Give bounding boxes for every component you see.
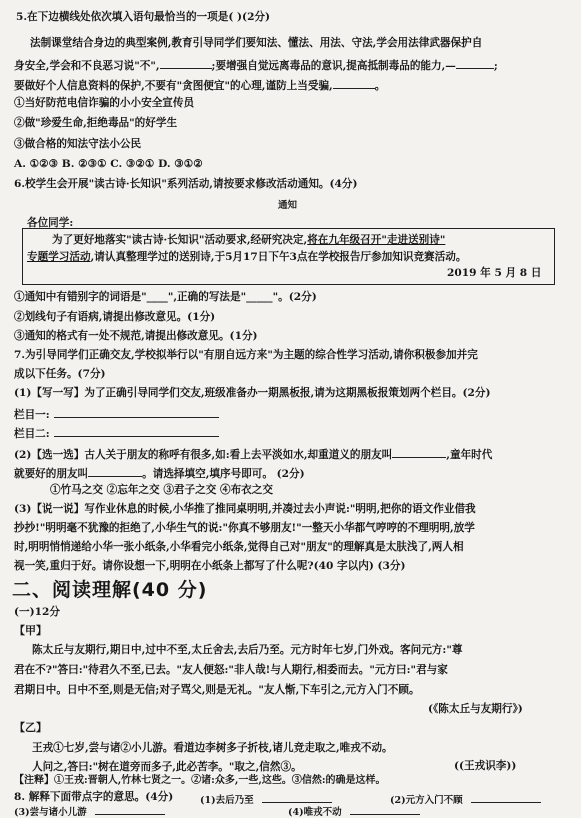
q7-part2-options: ①竹马之交 ②忘年之交 ③君子之交 ④布衣之交 (50, 484, 273, 496)
notice-greeting: 各位同学: (27, 217, 74, 229)
q5-option-3: ③做合格的知法守法小公民 (14, 138, 142, 150)
q5-title: 5.在下边横线处依次填入语句最恰当的一项是( )(2分) (16, 11, 271, 23)
notice-underlined-sentence: 将在九年级召开"走进送别诗" (307, 234, 446, 246)
q8-item-4: (4)唯戎不动 (288, 803, 420, 818)
q8-title: 8. 解释下面带点字的意思。(4分) (14, 791, 174, 803)
q8-answer-4[interactable] (350, 803, 420, 815)
q7-column-1: 栏目一: (14, 406, 219, 422)
q8-answer-1[interactable] (262, 791, 332, 803)
q8-item-2: (2)元方入门不顾 (390, 791, 541, 806)
passage-jia-line2: 君在不?"答曰:"待君久不至,已去。"友人便怒:"非人哉!与人期行,相委而去。"元方曰:"君与家 (14, 664, 448, 676)
q7-part1: (1)【写一写】为了正确引导同学们交友,班级准备办一期黑板报,请为这期黑板报策划两个栏目。(2分) (14, 387, 491, 399)
friend-term-blank-2[interactable] (88, 465, 142, 477)
q7-intro-line2: 成以下任务。(7分) (14, 368, 106, 380)
q7-part3-line2: 抄抄!"明明毫不犹豫的拒绝了,小华生气的说:"你真不够朋友!"一整天小华都气哼哼的不理明明,放学 (14, 522, 475, 534)
q6-title: 6.校学生会开展"读古诗·长知识"系列活动,请按要求修改活动通知。(4分) (14, 178, 358, 190)
passage-yi-label: 【乙】 (14, 721, 47, 734)
friend-term-blank-1[interactable] (392, 446, 446, 458)
q5-blank-3[interactable] (333, 77, 375, 89)
q5-passage-line1: 法制课堂结合身边的典型案例,教育引导同学们要知法、懂法、用法、守法,学会用法律武器保护自 (30, 37, 483, 49)
passage-yi-source: ((王戎识李)) (454, 760, 517, 772)
q5-passage-line3: 要做好个人信息资料的保护,不要有"贪图便宜"的心理,谨防上当受骗, 。 (14, 77, 385, 93)
annotation-notes: 【注释】①王戎:晋朝人,竹林七贤之一。②诸:众多,一些,这些。③信然:的确是这样。 (14, 775, 386, 786)
q6-subquestion-2: ②划线句子有语病,请提出修改意见。(1分) (14, 311, 216, 323)
passage-jia-label: 【甲】 (14, 624, 47, 637)
passage-jia-line3: 君期日中。日中不至,则是无信;对子骂父,则是无礼。"友人惭,下车引之,元方入门不顾。 (14, 684, 420, 696)
notice-date: 2019 年 5 月 8 日 (447, 267, 542, 279)
q7-part3-line1: (3)【说一说】写作业休息的时候,小华推了推同桌明明,并凑过去小声说:"明明,把你的语文作业借我 (14, 503, 476, 515)
q5-blank-1[interactable] (160, 57, 212, 69)
column-1-blank[interactable] (54, 406, 219, 418)
q5-option-2: ②做"珍爱生命,拒绝毒品"的好学生 (14, 117, 178, 129)
part-one-label: (一)12分 (14, 606, 60, 618)
q8-item-3: (3)尝与诸小儿游 (14, 803, 165, 818)
q7-part2-line2: 就要好的朋友叫 。请选择填空,填序号即可。 (2分) (14, 465, 305, 481)
passage-jia-source: (《陈太丘与友期行》) (428, 703, 523, 715)
section-heading: 二、阅读理解(40 分) (12, 579, 208, 601)
q7-intro-line1: 7.为引导同学们正确交友,学校拟举行以"有朋自远方来"为主题的综合性学习活动,请你积极参加并完 (14, 349, 478, 361)
q8-answer-3[interactable] (95, 803, 165, 815)
q6-subquestion-1: ①通知中有错别字的词语是"____",正确的写法是"_____"。(2分) (14, 291, 317, 303)
q5-passage-line2: 身安全,学会和不良恶习说"不", ;要增强自觉远离毒品的意识,提高抵制毒品的能力,— ; (14, 57, 498, 73)
notice-body-line1: 为了更好地落实"读古诗·长知识"活动要求,经研究决定,将在九年级召开"走进送别诗" (52, 234, 446, 246)
q7-part3-line4: 视一笑,重归于好。请你设想一下,明明在小纸条上都写了什么呢?(40 字以内) (3分) (14, 560, 406, 572)
notice-heading: 通知 (278, 200, 298, 211)
q5-choices: A. ①②③ B. ②③① C. ③②① D. ③①② (14, 158, 203, 170)
q7-column-2: 栏目二: (14, 425, 219, 441)
q5-option-1: ①当好防范电信诈骗的小小安全宣传员 (14, 97, 195, 109)
passage-yi-line1: 王戎①七岁,尝与诸②小儿游。看道边李树多子折枝,诸儿竞走取之,唯戎不动。 (32, 742, 393, 754)
q8-item-1: (1)去后乃至 (200, 791, 332, 806)
q7-part2-line1: (2)【选一选】古人关于朋友的称呼有很多,如:看上去平淡如水,却重道义的朋友叫 ,童年时代 (14, 446, 492, 462)
notice-body-line2: 专题学习活动,请认真整理学过的送别诗,于5月17日下午3点在学校报告厅参加知识竞赛活动。 (27, 251, 467, 263)
passage-jia-line1: 陈太丘与友期行,期日中,过中不至,太丘舍去,去后乃至。元方时年七岁,门外戏。客问元方:"尊 (32, 644, 463, 656)
q7-part3-line3: 时,明明悄悄递给小华一张小纸条,小华看完小纸条,觉得自己对"朋友"的理解真是太肤浅了,两人相 (14, 541, 464, 553)
passage-yi-line2: 人问之,答曰:"树在道旁而多子,此必苦李。"取之,信然③。 (32, 761, 302, 773)
q8-answer-2[interactable] (471, 791, 541, 803)
q6-subquestion-3: ③通知的格式有一处不规范,请提出修改意见。(1分) (14, 330, 258, 342)
q5-blank-2[interactable] (456, 57, 494, 69)
column-2-blank[interactable] (54, 425, 219, 437)
